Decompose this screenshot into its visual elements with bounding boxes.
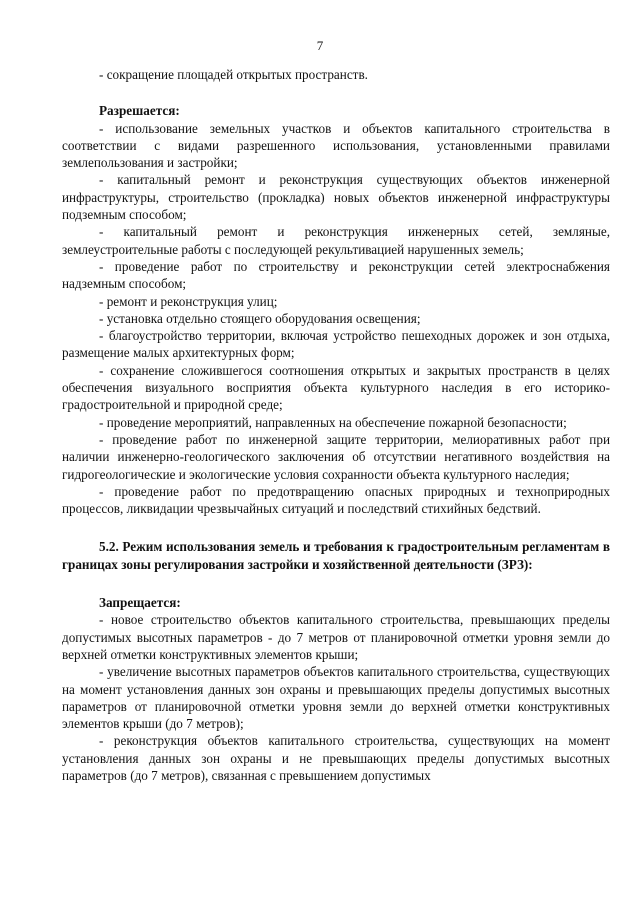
prohibited-item: - увеличение высотных параметров объектов капитального строительства, существующих на момент установления данных зон охраны и превышающих пределы допустимых высотных параметров от планировочной отметки уровня земли до верхней отметки конструктивных элементов крыши (до 7 метров); <box>62 664 610 732</box>
allowed-item: - капитальный ремонт и реконструкция существующих объектов инженерной инфраструктуры, строительство (прокладка) новых объектов инженерной инфраструктуры подземным способом; <box>62 172 610 223</box>
allowed-item: - установка отдельно стоящего оборудования освещения; <box>99 310 421 326</box>
spacer <box>62 517 610 538</box>
intro-list-item: - сокращение площадей открытых пространств. <box>99 67 368 82</box>
allowed-item: - проведение мероприятий, направленных на обеспечение пожарной безопасности; <box>99 414 567 430</box>
allowed-item: - сохранение сложившегося соотношения открытых и закрытых пространств в целях обеспечения визуального восприятия объекта культурного наследия в его историко-градостроительной и природной среде; <box>62 362 610 413</box>
section-title: 5.2. Режим использования земель и требования к градостроительным регламентам в границах зоны регулирования застройки и хозяйственной деятельности (ЗРЗ): <box>62 539 610 572</box>
allowed-item: - проведение работ по строительству и реконструкции сетей электроснабжения надземным способом; <box>62 258 610 292</box>
prohibited-item: - новое строительство объектов капитального строительства, превышающих пределы допустимых высотных параметров - до 7 метров от планировочной отметки уровня земли до верхней отметки конструктивных элементов крыши; <box>62 612 610 662</box>
prohibited-item: - реконструкция объектов капитального строительства, существующих на момент установления данных зон охраны и не превышающих пределы допустимых высотных параметров (до 7 метров), связанная с превышением допустимых <box>62 733 610 783</box>
spacer <box>62 83 610 102</box>
page-number: 7 <box>316 38 324 53</box>
allowed-item: - ремонт и реконструкция улиц; <box>99 293 278 309</box>
allowed-item: - капитальный ремонт и реконструкция инженерных сетей, земляные, землеустроительные работы с последующей рекультивацией нарушенных земель; <box>62 224 610 257</box>
page-body <box>62 66 610 784</box>
allowed-heading: Разрешается: <box>99 103 180 119</box>
allowed-item: - благоустройство территории, включая устройство пешеходных дорожек и зон отдыха, размещение малых архитектурных форм; <box>62 328 610 361</box>
allowed-item: - проведение работ по инженерной защите территории, мелиоративных работ при наличии инженерно-геологического заключения об отсутствии негативного воздействия на гидрогеологические и экологические условия сохранности объекта культурного наследия; <box>62 431 610 482</box>
spacer <box>62 573 610 594</box>
allowed-item: - использование земельных участков и объектов капитального строительства в соответствии с видами разрешенного использования, установленными правилами землепользования и застройки; <box>62 120 610 171</box>
allowed-item: - проведение работ по предотвращению опасных природных и техноприродных процессов, ликвидации чрезвычайных ситуаций и последствий стихийных бедствий. <box>62 483 610 517</box>
prohibited-heading: Запрещается: <box>99 595 181 611</box>
